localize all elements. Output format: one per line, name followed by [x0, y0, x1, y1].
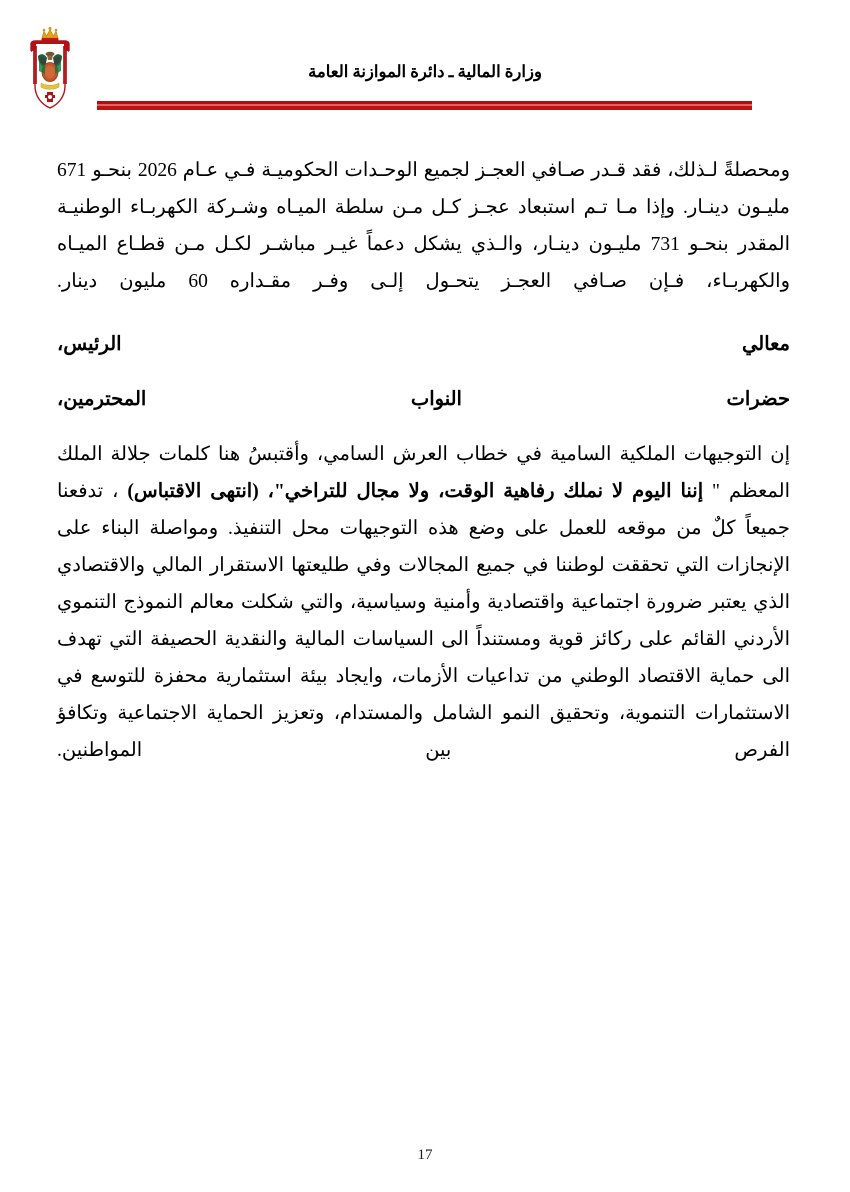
- royal-quote: إننا اليوم لا نملك رفاهية الوقت، ولا مجال للتراخي"، (انتهى الاقتباس): [127, 481, 704, 502]
- spacer: [57, 363, 790, 381]
- paragraph-deficit-summary: ومحصلةً لـذلك، فقد قـدر صـافي العجـز لجميع الوحـدات الحكوميـة فـي عـام 2026 بنحـو 671 مليـون دينـار. وإذا مـا تـم استبعاد عجـز كـل مـن سلطة الميـاه وشـركة الكهربـاء الوطنيـة المقدر بنحـو 731 مليـون دينـار، والـذي يشكل دعماً غيـر مباشـر لكـل مـن قطـاع الميـاه والكهربـاء، فـإن صـافي العجـز يتحـول إلـى وفـر مقـداره 60 مليون دينار.: [57, 160, 790, 292]
- spacer: [57, 418, 790, 436]
- document-body: [57, 152, 790, 769]
- page-footer: [0, 1146, 850, 1164]
- salutation-president: معالي الرئيس،: [57, 334, 790, 355]
- page-header: [0, 0, 850, 140]
- royal-directives-continuation: ، تدفعنا جميعاً كلٌ من موقعه للعمل على وضع هذه التوجيهات محل التنفيذ. ومواصلة البناء على الإنجازات التي تحققت لوطننا في جميع المجالات وفي طليعتها الاستقرار المالي والاقتصادي الذي يعتبر ضرورة اجتماعية واقتصادية وأمنية وسياسية، والتي شكلت معالم النموذج التنموي الأردني القائم على ركائز قوية ومستنداً الى السياسات المالية والنقدية الحصيفة التي تهدف الى حماية الاقتصاد الوطني من تداعيات الأزمات، وايجاد بيئة استثمارية محفزة للتوسع في الاستثمارات التنموية، وتحقيق النمو الشامل والمستدام، وتعزيز الحماية الاجتماعية وتكافؤ الفرص بين المواطنين.: [57, 481, 790, 761]
- spacer: [57, 300, 790, 326]
- header-divider: [97, 101, 752, 110]
- paragraph-royal-directives: [57, 436, 790, 769]
- salutation-deputies: حضرات النواب المحترمين،: [57, 389, 790, 410]
- royal-directives-intro: إن التوجيهات الملكية السامية في خطاب العرش السامي، وأقتبسُ هنا كلمات جلالة الملك المعظم ": [57, 444, 790, 502]
- page-number: 17: [417, 1147, 433, 1163]
- divider-bottom-bar: [97, 106, 752, 110]
- header-title: وزارة المالية ـ دائرة الموازنة العامة: [308, 62, 542, 81]
